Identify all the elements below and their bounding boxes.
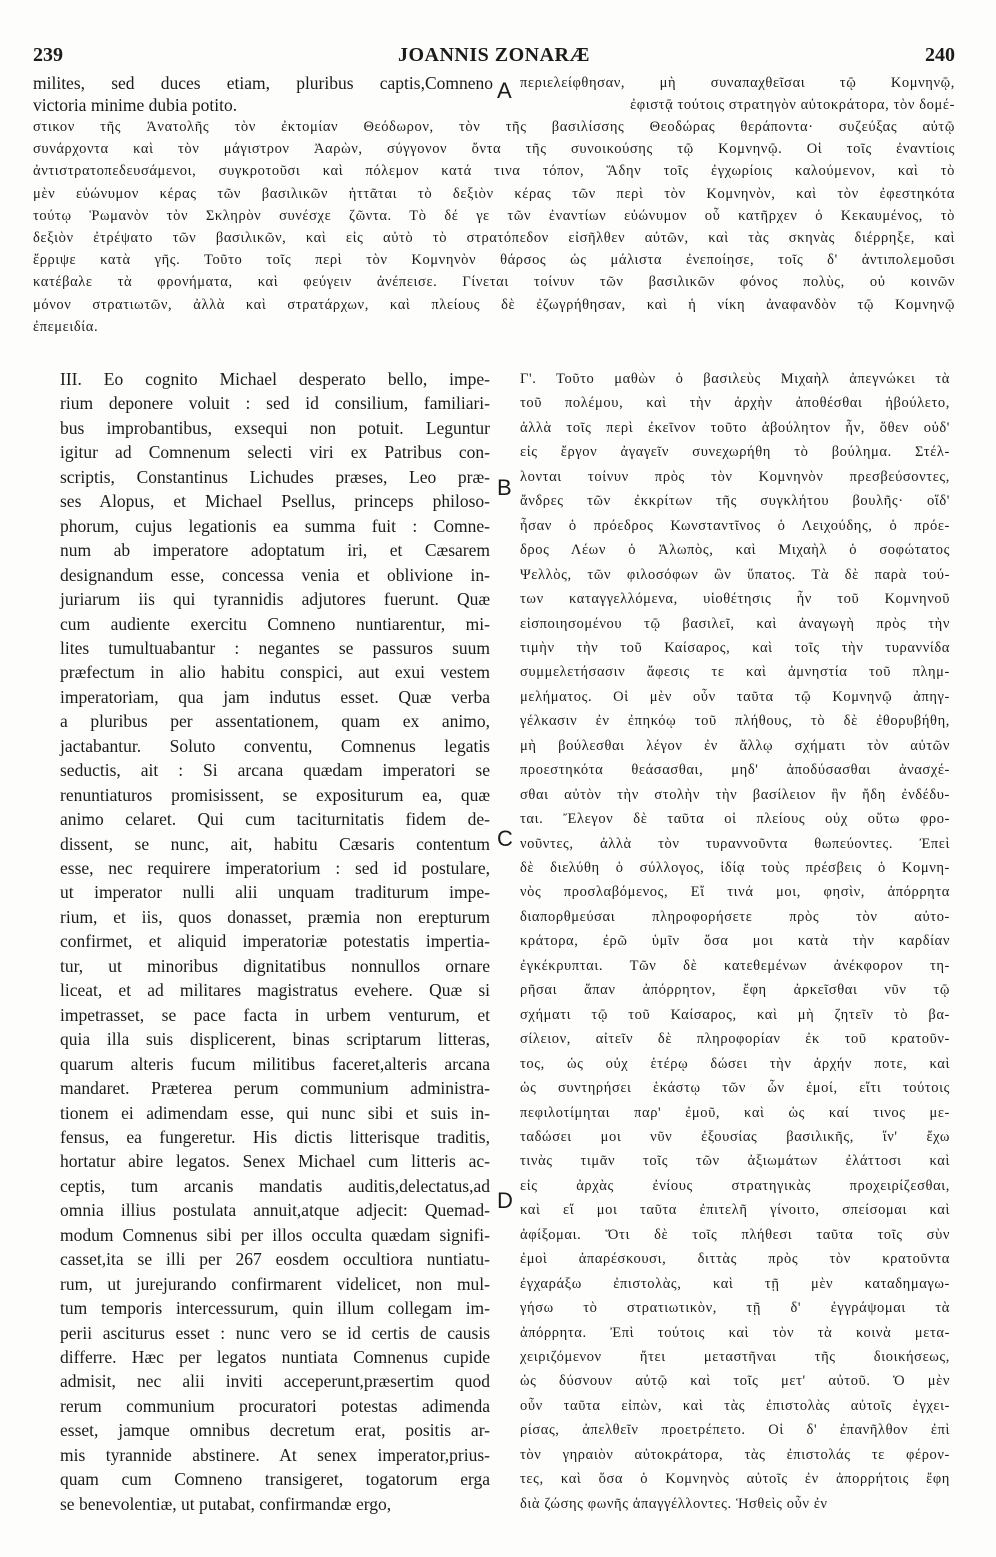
greek-line: ἦσαν ὁ πρόεδρος Κωνσταντῖνος ὁ Λειχούδης, ὁ πρόε- bbox=[520, 517, 950, 534]
latin-line: scriptis, Constantinus Lichudes præses, Leo præ- bbox=[60, 466, 490, 487]
greek-line: εἰς ἀρχὰς ἐνίους στρατηγικὰς προχειρίζεσθαι, bbox=[520, 1177, 950, 1194]
greek-line: ἀλλὰ τοῖς περὶ ἐκεῖνον τοῦτο ἀβούλητον ἦν, ὅθεν οὐδ' bbox=[520, 419, 950, 436]
latin-line: juriarum iis qui tyrannidis adjutores fuerunt. Quæ bbox=[60, 589, 490, 610]
greek-line: ἐπεμειδία. bbox=[33, 318, 99, 335]
latin-line: cum audiente exercitu Comneno nuntiarentur, mi- bbox=[60, 613, 490, 634]
greek-line: των καταγγελλόμενα, υἱοθέτησις ἦν τοῦ Κομνηνοῦ bbox=[520, 591, 950, 608]
greek-line: τούτῳ Ῥωμανὸν τὸν Σκληρὸν συνέσχε ζῶντα. Τὸ δέ γε τῶν ἐναντίων εὐώνυμον οὗ κατῆρχεν ὁ Κεκαυμένος, τὸ bbox=[33, 207, 955, 224]
latin-line: perii asciturus esset : nunc vero se id certis de causis bbox=[60, 1322, 490, 1343]
greek-line: προεστηκότα θεάσασθαι, μηδ' ἀποδύσασθαι ἀνασχέ- bbox=[520, 762, 950, 779]
greek-line: σθαι αὐτὸν τὴν στολὴν τὴν βασίλειον ἣν ἤδη ἐνδέδυ- bbox=[520, 786, 950, 803]
latin-line: impetrasset, se pace facta in urbem venturum, et bbox=[60, 1004, 490, 1025]
greek-line: μόνον στρατιωτῶν, ἀλλὰ καὶ στρατάρχων, καὶ πλείους δὲ ἐζωγρήθησαν, καὶ ἡ νίκη ἀναφανδὸν τῷ Κομνηνῷ bbox=[33, 296, 955, 313]
latin-line: imperatoriam, qua jam indutus esset. Quæ verba bbox=[60, 686, 490, 707]
greek-line: τες, καὶ ὅσα ὁ Κομνηνὸς αὐτοῖς ἐν ἀπορρήτοις ἔφη bbox=[520, 1471, 950, 1488]
latin-line: omnia illius postulata annuit,atque adjecit: Quemad- bbox=[60, 1200, 490, 1221]
latin-line: lites tumultuabantur : negantes se passuros suum bbox=[60, 637, 490, 658]
latin-line: confirmet, et aliquid imperatoriæ potestatis impertia- bbox=[60, 931, 490, 952]
latin-line: hortatur abire legatos. Senex Michael cum litteris ac- bbox=[60, 1151, 490, 1172]
latin-line: tur, ut minoribus dignitatibus nonnullos ornare bbox=[60, 955, 490, 976]
latin-line: num ab imperatore adoptatum iri, et Cæsarem bbox=[60, 540, 490, 561]
greek-line: δρος Λέων ὁ Ἀλωπὸς, καὶ Μιχαὴλ ὁ σοφώτατος bbox=[520, 542, 950, 559]
greek-line: νὸς προσλαβόμενος, Εἴ τινά μοι, φησὶν, ἀπόρρητα bbox=[520, 884, 950, 901]
latin-line: se benevolentiæ, ut putabat, confirmandæ ergo, bbox=[60, 1493, 392, 1514]
greek-line: διαπορθμεύσαι πληροφορήσετε πρὸς τὸν αὐτο- bbox=[520, 908, 950, 925]
greek-line: ὡς δύσνουν αὐτῷ καὶ τοῖς μετ' αὐτοῦ. Ὁ μὲν bbox=[520, 1373, 950, 1390]
greek-line: ρίσας, ἀπελθεῖν προετρέπετο. Οἱ δ' ἐπανῆλθον ἐπὶ bbox=[520, 1422, 950, 1439]
latin-line: igitur ad Comnenum selecti viri ex Patribus con- bbox=[60, 442, 490, 463]
margin-mark-c: C bbox=[497, 826, 513, 851]
greek-line: Ψελλὸς, τῶν φιλοσόφων ὢν ὕπατος. Τὰ δὲ παρὰ τού- bbox=[520, 566, 950, 583]
latin-line: tionem ei adimendam esse, qui nunc sibi et suis in- bbox=[60, 1102, 490, 1123]
greek-line: σχήματι τῷ τοῦ Καίσαρος, καὶ μὴ ζητεῖν τὸ βα- bbox=[520, 1006, 950, 1023]
page-number-left: 239 bbox=[33, 44, 63, 66]
latin-line: rerum communium procuratori potestas adimenda bbox=[60, 1395, 490, 1416]
greek-line: νοῦντες, ἀλλὰ τὸν τυραννοῦντα θωπεύοντες. Ἐπεὶ bbox=[520, 835, 950, 852]
greek-line: κράτορα, ἐρῶ ὑμῖν ὅσα μοι κατὰ τὴν καρδίαν bbox=[520, 933, 950, 950]
latin-line: præfectum in alio habitu conspici, aut exui vestem bbox=[60, 662, 490, 683]
latin-line: liceat, et ad militares magistratus evehere. Quæ si bbox=[60, 980, 490, 1001]
greek-line: δεξιὸν ἐτρέψατο τῶν βασιλικῶν, καὶ εἰς αὐτὸ τὸ στρατόπεδον εἰσῆλθεν αὐτῶν, καὶ τὰς σκηνὰς διέρρηξε, καὶ bbox=[33, 230, 955, 246]
greek-line: καὶ εἴ μοι ταῦτα ἐπιτελῆ γίνοιτο, σπείσομαι καὶ bbox=[520, 1202, 950, 1219]
latin-line: tum temporis intercessurum, quin illum collegam im- bbox=[60, 1298, 490, 1319]
greek-line: ρῆσαι ἅπαν ἀπόρρητον, ἔφη ἀρκεῖσθαι νῦν τῷ bbox=[520, 982, 950, 999]
page-header bbox=[33, 44, 955, 68]
latin-line: phorum, cujus legationis ea summa fuit : Comne- bbox=[60, 515, 490, 536]
greek-line: ἄνδρες τῶν ἐκκρίτων τῆς συγκλήτου βουλῆς· οἵδ' bbox=[520, 493, 950, 510]
greek-line: εἰσποιησομένου τῷ βασιλεῖ, καὶ ἀναγωγὴ πρὸς τὴν bbox=[520, 615, 950, 632]
greek-line: οὖν ταῦτα εἰπὼν, καὶ τὰς ἐπιστολὰς αὐτοῖς ἐγχει- bbox=[520, 1397, 950, 1414]
margin-mark-b: B bbox=[497, 475, 512, 500]
greek-line: ἐγκέκρυπται. Τῶν δὲ κατεθεμένων ἀνέκφορον τη- bbox=[520, 957, 950, 974]
greek-line: ὡς συντηρήσει ἑκάστῳ τῶν ὧν ἐμοί, εἴτι τούτοις bbox=[520, 1080, 950, 1097]
latin-line: fensus, ea fungeretur. His dictis litterisque traditis, bbox=[60, 1126, 490, 1147]
greek-line: μὲν εὐώνυμον κέρας τῶν βασιλικῶν ἡττᾶται τὸ δεξιὸν κέρας τῶν περὶ τὸν Κομνηνὸν, καὶ τὸν ἐφεστηκότα bbox=[33, 185, 955, 202]
greek-line: μὴ βούλεσθαι λέγον ἐν ἄλλῳ σχήματι τὸν αὐτῶν bbox=[520, 737, 950, 754]
latin-line: jactabantur. Soluto conventu, Comnenus legatis bbox=[60, 735, 490, 756]
latin-line: ut imperator nulli alii unquam traditurum impe- bbox=[60, 882, 490, 903]
latin-line: seductis, ait : Si arcana quædam imperatori se bbox=[60, 760, 490, 781]
greek-line: χειριζόμενον ἤτει μεταστῆναι τῆς διοικήσεως, bbox=[520, 1349, 950, 1365]
latin-line: esset, jamque omnibus decretum erat, positis ar- bbox=[60, 1420, 490, 1441]
latin-line: mandaret. Præterea perum communium administra- bbox=[60, 1078, 490, 1099]
greek-line: εἰς ἔργον ἀγαγεῖν συνεχωρήθη τὸ βούλημα. Στέλ- bbox=[520, 444, 950, 461]
greek-line: τος, ὡς οὐχ ἑτέρῳ δώσει τὴν ἀρχήν ποτε, καὶ bbox=[520, 1055, 950, 1072]
latin-line: differre. Hæc per legatos nuntiata Comnenus cupide bbox=[60, 1347, 490, 1367]
greek-line: ταδώσει μοι νῦν ἐξουσίας βασιλικῆς, ἵν' ἔχω bbox=[520, 1128, 950, 1145]
latin-line: milites, sed duces etiam, pluribus captis,Comneno bbox=[33, 73, 493, 93]
latin-line: victoria minime dubia potito. bbox=[33, 95, 238, 115]
latin-line: rum, ut jurejurando confirmarent videlicet, non mul- bbox=[60, 1273, 490, 1294]
greek-line: γέλκασιν ἐν ἐπηκόῳ τοῦ πλήθους, τὸ δὲ ἐθορυβήθη, bbox=[520, 713, 950, 730]
greek-line: τιμὴν τὴν τοῦ Καίσαρος, καὶ τοῖς τὴν τυραννίδα bbox=[520, 639, 950, 656]
greek-line: τινὰς τιμᾶν τοῖς τῶν ἀξιωμάτων ἐλάττοσι καὶ bbox=[520, 1153, 950, 1170]
greek-line: πεφιλοτίμηται παρ' ἐμοῦ, καὶ ὡς καί τινος με- bbox=[520, 1104, 950, 1121]
latin-line: quam cum Comneno transigeret, togatorum erga bbox=[60, 1469, 490, 1490]
greek-line: ἀφίξομαι. Ὅτι δὲ τοῖς πλήθεσι ταῦτα τοῖς σὺν bbox=[520, 1226, 950, 1243]
latin-line: bus improbantibus, exsequi non potuit. Leguntur bbox=[60, 417, 490, 438]
greek-line: γήσω τὸ στρατιωτικὸν, τῇ δ' ἐγγράψομαι τὰ bbox=[520, 1300, 950, 1317]
latin-line: modum Comnenus sibi per illos occulta quædam signifi- bbox=[60, 1224, 490, 1245]
greek-line: συμμελετήσασιν ἄφεσις τε καὶ ἀμνηστία τοῦ πλημ- bbox=[520, 664, 950, 681]
greek-line: κατέβαλε τὰ φρονήματα, καὶ φεύγειν ἀνέπεισε. Γίνεται τοίνυν τῶν βασιλικῶν φόνος πολὺς, οὐ κοινῶν bbox=[33, 274, 955, 291]
greek-line: τοῦ πολέμου, καὶ τὴν ἀρχὴν ἀποθέσθαι ἠβούλετο, bbox=[520, 395, 950, 412]
greek-line: ἐφιστᾷ τούτοις στρατηγὸν αὐτοκράτορα, τὸν δομέ- bbox=[630, 97, 955, 113]
latin-line: designandum esse, concessa venia et oblivione in- bbox=[60, 564, 490, 585]
latin-line: quia illa suis displicerent, binas scriptarum litteras, bbox=[60, 1029, 490, 1050]
page-number-right: 240 bbox=[925, 44, 955, 66]
greek-line: σίλειον, αἰτεῖν δὲ πληροφορίαν ἐκ τοῦ κρατοῦν- bbox=[520, 1031, 950, 1048]
latin-line: rium, et iis, quos donasset, præmia non erepturum bbox=[60, 906, 490, 927]
greek-line: συνάρχοντα καὶ τὸν μάγιστρον Ἀαρὼν, σύγγονον ὄντα τῆς συνοικούσης τῷ Κομνηνῷ. Οἱ τοῖς ἐναντίοις bbox=[33, 141, 955, 158]
greek-line: μελήματος. Οἱ μὲν οὖν ταῦτα τῷ Κομνηνῷ ἀπηγ- bbox=[520, 688, 950, 705]
latin-line: III. Eo cognito Michael desperato bello, impe- bbox=[60, 369, 490, 389]
greek-line: ἀπόρρητα. Ἐπὶ τούτοις καὶ τὸν τὰ κοινὰ μετα- bbox=[520, 1324, 950, 1341]
latin-line: ses Alopus, et Michael Psellus, princeps philoso- bbox=[60, 491, 490, 512]
greek-line: ἔρριψε κατὰ γῆς. Τοῦτο τοῖς περὶ τὸν Κομνηνὸν θάρσος ὡς μάλιστα ἐνεποίησε, τοῖς δ' ἀντιπολεμοῦσι bbox=[33, 252, 955, 269]
greek-line: τὸν γηραιὸν αὐτοκράτορα, τὰς ἐπιστολάς τε φέρον- bbox=[520, 1446, 950, 1463]
greek-line: Γ'. Τοῦτο μαθὼν ὁ βασιλεὺς Μιχαὴλ ἀπεγνώκει τὰ bbox=[520, 371, 950, 387]
latin-line: renuntiaturos promisissent, se expositurum ea, quæ bbox=[60, 784, 490, 805]
latin-line: dissent, se nunc, ait, habitu Cæsaris contentum bbox=[60, 833, 490, 854]
latin-line: admisit, nec alii inviti acceperunt,præsertim quod bbox=[60, 1371, 490, 1392]
latin-line: ceptis, tum arcanis mandatis auditis,delectatus,ad bbox=[60, 1175, 490, 1196]
greek-line: δὲ διελύθη ὁ σύλλογος, ἰδίᾳ τοὺς πρέσβεις ὁ Κομνη- bbox=[520, 860, 950, 876]
latin-line: animo celaret. Qui cum taciturnitatis fidem de- bbox=[60, 809, 490, 830]
latin-line: quarum alteris fucum militibus faceret,alteris arcana bbox=[60, 1053, 490, 1074]
greek-line: διὰ ζώσης φωνῆς ἀπαγγέλλοντες. Ἡσθεὶς οὖν ἐν bbox=[520, 1495, 828, 1512]
latin-line: mis tyrannide abstinere. At senex imperator,prius- bbox=[60, 1444, 490, 1465]
greek-line: περιελείφθησαν, μὴ συναπαχθεῖσαι τῷ Κομνηνῷ, bbox=[520, 75, 955, 91]
latin-line: esse, nec requirere imperatorium : sed id postulare, bbox=[60, 858, 490, 878]
margin-mark-d: D bbox=[497, 1188, 513, 1213]
greek-line: ται. Ἔλεγον δὲ ταῦτα οἱ πλείους οὐχ οὕτω φρο- bbox=[520, 811, 950, 828]
greek-line: ἐγχαράξω ἐπιστολὰς, καὶ τῇ μὲν καταδημαγω- bbox=[520, 1275, 950, 1292]
greek-line: ἐμοὶ ἀπαρέσκουσι, διττὰς πρὸς τὸν κρατοῦντα bbox=[520, 1251, 950, 1268]
latin-line: rium deponere voluit : sed id consilium, familiari- bbox=[60, 393, 490, 414]
greek-line: ἀντιστρατοπεδευσάμενοι, συγκροτοῦσι καὶ πόλεμον κατά τινα τόπον, Ἅδην τοῖς ἐγχωρίοις καλούμενον, καὶ τὸ bbox=[33, 163, 955, 180]
latin-line: a pluribus per assentationem, quam ex animo, bbox=[60, 711, 490, 732]
running-title: JOANNIS ZONARÆ bbox=[397, 44, 591, 66]
latin-line: casset,ita se illi per 267 eosdem occultiora nuntiatu- bbox=[60, 1249, 490, 1270]
margin-mark-a: A bbox=[497, 78, 512, 103]
greek-line: στικον τῆς Ἀνατολῆς τὸν ἐκτομίαν Θεόδωρον, τὸν τῆς βασιλίσσης Θεοδώρας θεράποντα· συζεύξας αὐτῷ bbox=[33, 119, 955, 135]
greek-line: λονται τοίνυν πρὸς τὸν Κομνηνὸν πρεσβεύσοντες, bbox=[520, 468, 950, 485]
